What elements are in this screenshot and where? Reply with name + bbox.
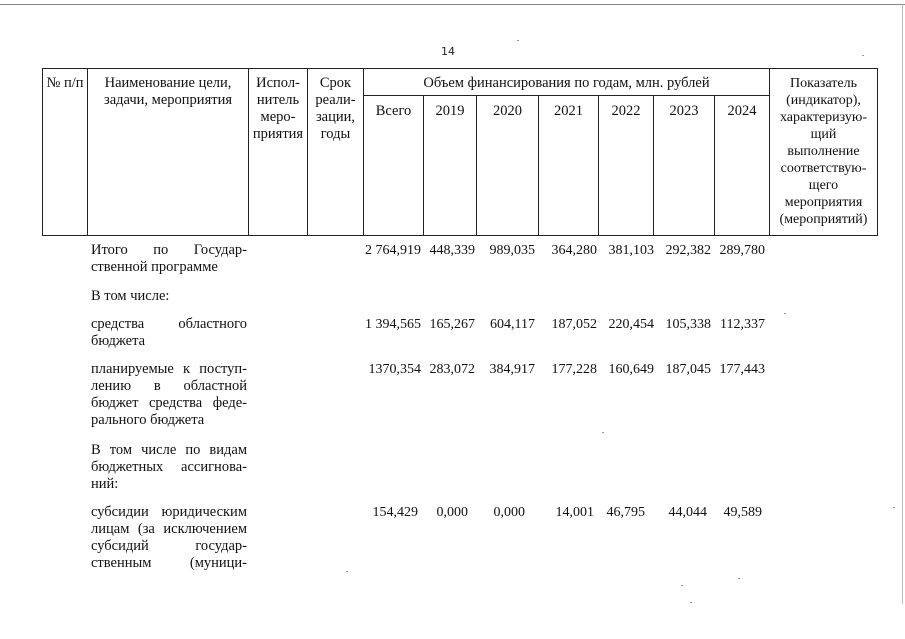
header-executor-line: Испол- bbox=[256, 75, 300, 91]
value-2024: 112,337 bbox=[720, 317, 765, 332]
scan-speck bbox=[893, 507, 895, 508]
table-row-name bbox=[91, 504, 247, 572]
header-year-2020: 2020 bbox=[493, 103, 522, 119]
header-name bbox=[88, 75, 248, 109]
row-name-line: ний: bbox=[91, 476, 119, 492]
table-row-name bbox=[91, 361, 247, 429]
header-term bbox=[308, 75, 363, 143]
header-indicator-line: мероприятия bbox=[784, 195, 863, 210]
value-2023: 105,338 bbox=[665, 317, 711, 332]
row-name-line: В том числе по видам bbox=[91, 442, 247, 458]
header-term-line: реали- bbox=[315, 92, 356, 108]
row-name-line: планируемые к поступ- bbox=[91, 361, 247, 377]
col-line-12 bbox=[877, 68, 878, 236]
header-indicator-line: выполнение bbox=[787, 144, 860, 159]
value-2021: 14,001 bbox=[555, 505, 594, 520]
header-funding: Объем финансирования по годам, млн. рублей bbox=[423, 75, 710, 91]
scan-speck bbox=[681, 585, 683, 586]
row-name-line: лицам (за исключением bbox=[91, 521, 247, 537]
header-year-2023: 2023 bbox=[669, 103, 699, 119]
table-row-name bbox=[91, 288, 247, 305]
header-number: № п/п bbox=[46, 75, 84, 91]
row-name-line: ственным (муници- bbox=[91, 555, 247, 571]
header-indicator bbox=[770, 75, 877, 228]
value-2019: 283,072 bbox=[429, 362, 475, 377]
scan-speck bbox=[602, 432, 604, 433]
value-2024: 177,443 bbox=[719, 362, 765, 377]
header-top-line bbox=[42, 68, 878, 69]
header-term-line: зации, bbox=[315, 109, 356, 125]
header-year-2021: 2021 bbox=[554, 103, 583, 119]
col-line-4 bbox=[363, 68, 364, 236]
value-2023: 187,045 bbox=[665, 362, 711, 377]
header-executor-line: нитель bbox=[256, 92, 300, 108]
value-total: 1 394,565 bbox=[365, 317, 421, 332]
value-2023: 44,044 bbox=[668, 505, 707, 520]
table-row-name bbox=[91, 442, 247, 493]
value-2020: 0,000 bbox=[493, 505, 525, 520]
value-2020: 604,117 bbox=[490, 317, 535, 332]
row-name-line: лению в областной bbox=[91, 378, 247, 394]
header-year-2024: 2024 bbox=[727, 103, 757, 119]
value-2022: 160,649 bbox=[608, 362, 654, 377]
row-name-line: субсидий государ- bbox=[91, 538, 247, 554]
header-indicator-line: щий bbox=[810, 127, 837, 142]
row-name-line: бюджет средства феде- bbox=[91, 395, 247, 411]
header-indicator-line: Показатель bbox=[790, 76, 857, 91]
scan-speck bbox=[346, 571, 348, 572]
value-2019: 0,000 bbox=[436, 505, 468, 520]
table-row-name bbox=[91, 242, 247, 276]
table-row-name bbox=[91, 316, 247, 350]
value-2022: 220,454 bbox=[608, 317, 654, 332]
value-total: 2 764,919 bbox=[365, 243, 421, 258]
row-name-line: субсидии юридическим bbox=[91, 504, 247, 520]
scan-speck bbox=[517, 40, 519, 41]
value-total: 154,429 bbox=[372, 505, 418, 520]
header-indicator-line: (мероприятий) bbox=[779, 212, 868, 227]
header-executor-line: меро- bbox=[260, 109, 296, 125]
header-bottom-line bbox=[42, 235, 878, 236]
header-year-2019: 2019 bbox=[435, 103, 465, 119]
scan-speck bbox=[738, 578, 740, 579]
header-executor bbox=[249, 75, 307, 143]
header-term-line: годы bbox=[320, 126, 351, 142]
header-indicator-line: характеризую- bbox=[779, 110, 868, 125]
page-right-border bbox=[902, 4, 903, 604]
row-name-line: средства областного bbox=[91, 316, 247, 332]
value-2024: 289,780 bbox=[719, 243, 765, 258]
page-top-border bbox=[0, 4, 905, 5]
value-2019: 448,339 bbox=[429, 243, 475, 258]
page-number: 14 bbox=[441, 45, 455, 58]
header-name-line: Наименование цели, bbox=[104, 75, 232, 91]
header-year-total: Всего bbox=[375, 103, 412, 119]
value-2022: 46,795 bbox=[606, 505, 645, 520]
value-2019: 165,267 bbox=[429, 317, 475, 332]
header-indicator-line: (индикатор), bbox=[786, 93, 861, 108]
value-2020: 384,917 bbox=[489, 362, 535, 377]
row-name-line: рального бюджета bbox=[91, 412, 205, 428]
header-name-line: задачи, мероприятия bbox=[103, 92, 232, 108]
scan-speck bbox=[862, 55, 864, 56]
scan-speck bbox=[784, 313, 786, 314]
scan-speck bbox=[690, 602, 692, 603]
row-name-line: бюджетных ассигнова- bbox=[91, 459, 247, 475]
header-year-2022: 2022 bbox=[611, 103, 641, 119]
header-indicator-line: щего bbox=[808, 178, 839, 193]
value-2020: 989,035 bbox=[489, 243, 535, 258]
value-2021: 177,228 bbox=[551, 362, 597, 377]
header-executor-line: приятия bbox=[252, 126, 304, 142]
row-name-line: Итого по Государ- bbox=[91, 242, 247, 258]
value-2021: 187,052 bbox=[551, 317, 597, 332]
col-line-0 bbox=[42, 68, 43, 236]
row-name-line: ственной программе bbox=[91, 259, 218, 275]
value-total: 1370,354 bbox=[368, 362, 421, 377]
value-2024: 49,589 bbox=[723, 505, 762, 520]
value-2023: 292,382 bbox=[665, 243, 711, 258]
row-name-line: бюджета bbox=[91, 333, 146, 349]
header-term-line: Срок bbox=[319, 75, 352, 91]
row-name-line: В том числе: bbox=[91, 288, 170, 304]
header-indicator-line: соответствую- bbox=[780, 161, 867, 176]
value-2021: 364,280 bbox=[551, 243, 597, 258]
value-2022: 381,103 bbox=[608, 243, 654, 258]
